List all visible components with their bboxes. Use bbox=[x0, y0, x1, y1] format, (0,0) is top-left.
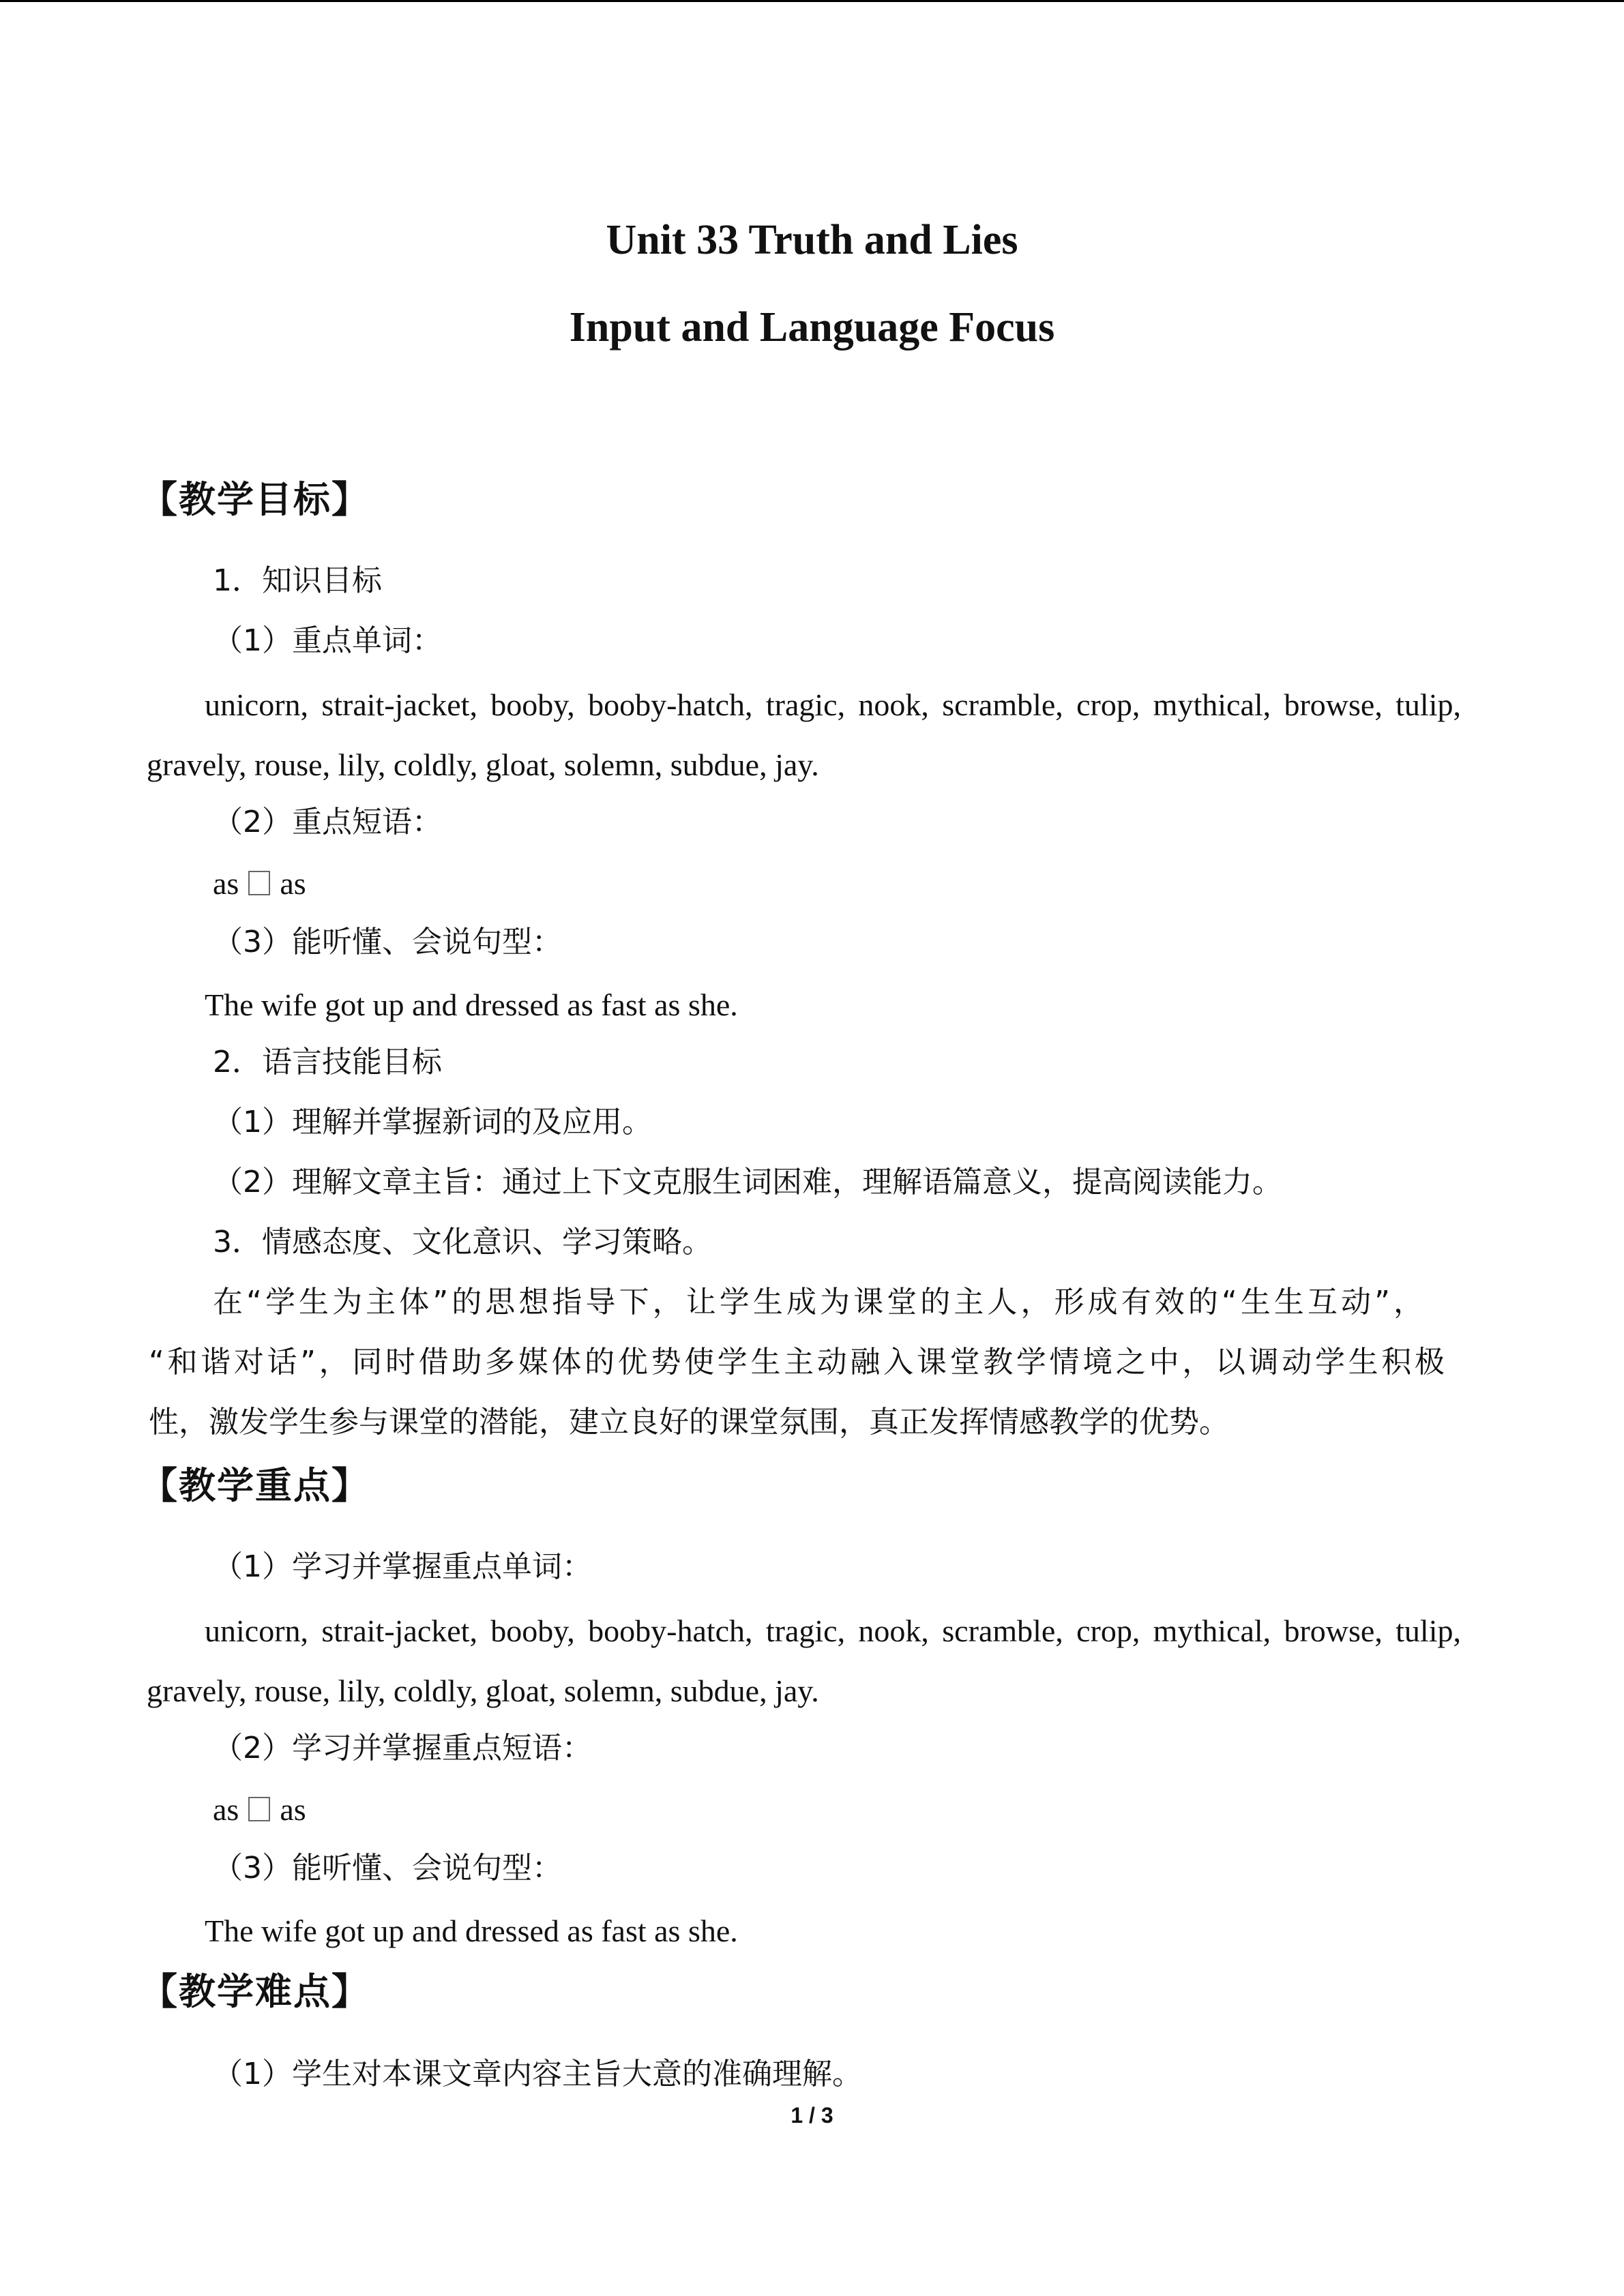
key-words-label: （1）重点单词： bbox=[213, 623, 442, 658]
difficulty-item-1: （1）学生对本课文章内容主旨大意的准确理解。 bbox=[213, 2057, 862, 2091]
phrase-right-word: as bbox=[280, 1792, 306, 1827]
phrase-left-word: as bbox=[213, 1792, 239, 1827]
attitude-paragraph-line-1: 在“学生为主体”的思想指导下，让学生成为课堂的主人，形成有效的“生生互动”， bbox=[213, 1285, 1423, 1320]
document-subtitle: Input and Language Focus bbox=[569, 304, 1055, 351]
focus-sentence-pattern: The wife got up and dressed as fast as she. bbox=[205, 1913, 738, 1948]
key-words-line-2: gravely, rouse, lily, coldly, gloat, solemn, subdue, jay. bbox=[147, 747, 819, 782]
phrase-right-word: as bbox=[280, 866, 306, 901]
focus-words-label: （1）学习并掌握重点单词： bbox=[213, 1549, 592, 1584]
key-words-line-1: unicorn, strait-jacket, booby, booby-hatch, tragic, nook, scramble, crop, mythical, browse, tulip, bbox=[205, 687, 1461, 722]
focus-phrases-label: （2）学习并掌握重点短语： bbox=[213, 1731, 592, 1765]
phrase-left-word: as bbox=[213, 866, 239, 901]
skill-item-1: （1）理解并掌握新词的及应用。 bbox=[213, 1105, 652, 1139]
attitude-paragraph-line-2: “和谐对话”，同时借助多媒体的优势使学生主动融入课堂教学情境之中，以调动学生积极 bbox=[149, 1345, 1445, 1380]
placeholder-box-icon bbox=[248, 1797, 270, 1821]
sentence-pattern: The wife got up and dressed as fast as she. bbox=[205, 987, 738, 1022]
key-phrases-label: （2）重点短语： bbox=[213, 805, 442, 839]
skill-item-2: （2）理解文章主旨：通过上下文克服生词困难，理解语篇意义，提高阅读能力。 bbox=[213, 1165, 1282, 1199]
section-heading-objectives: 【教学目标】 bbox=[141, 478, 370, 521]
section-heading-difficulty: 【教学难点】 bbox=[141, 1970, 370, 2013]
document-title: Unit 33 Truth and Lies bbox=[606, 217, 1018, 263]
knowledge-goal: 1．知识目标 bbox=[213, 563, 382, 598]
sentence-label: （3）能听懂、会说句型： bbox=[213, 925, 562, 959]
placeholder-box-icon bbox=[248, 871, 270, 895]
focus-words-line-2: gravely, rouse, lily, coldly, gloat, solemn, subdue, jay. bbox=[147, 1673, 819, 1708]
page-number: 1 / 3 bbox=[791, 2103, 833, 2128]
skill-goal: 2．语言技能目标 bbox=[213, 1045, 442, 1079]
section-heading-focus: 【教学重点】 bbox=[141, 1464, 370, 1507]
attitude-paragraph-line-3: 性，激发学生参与课堂的潜能，建立良好的课堂氛围，真正发挥情感教学的优势。 bbox=[149, 1405, 1229, 1440]
focus-phrase bbox=[213, 1789, 306, 1830]
focus-words-line-1: unicorn, strait-jacket, booby, booby-hatch, tragic, nook, scramble, crop, mythical, browse, tulip, bbox=[205, 1613, 1461, 1648]
top-border bbox=[0, 0, 1624, 2]
attitude-goal: 3．情感态度、文化意识、学习策略。 bbox=[213, 1225, 712, 1259]
key-phrase bbox=[213, 863, 306, 904]
focus-sentence-label: （3）能听懂、会说句型： bbox=[213, 1851, 562, 1885]
